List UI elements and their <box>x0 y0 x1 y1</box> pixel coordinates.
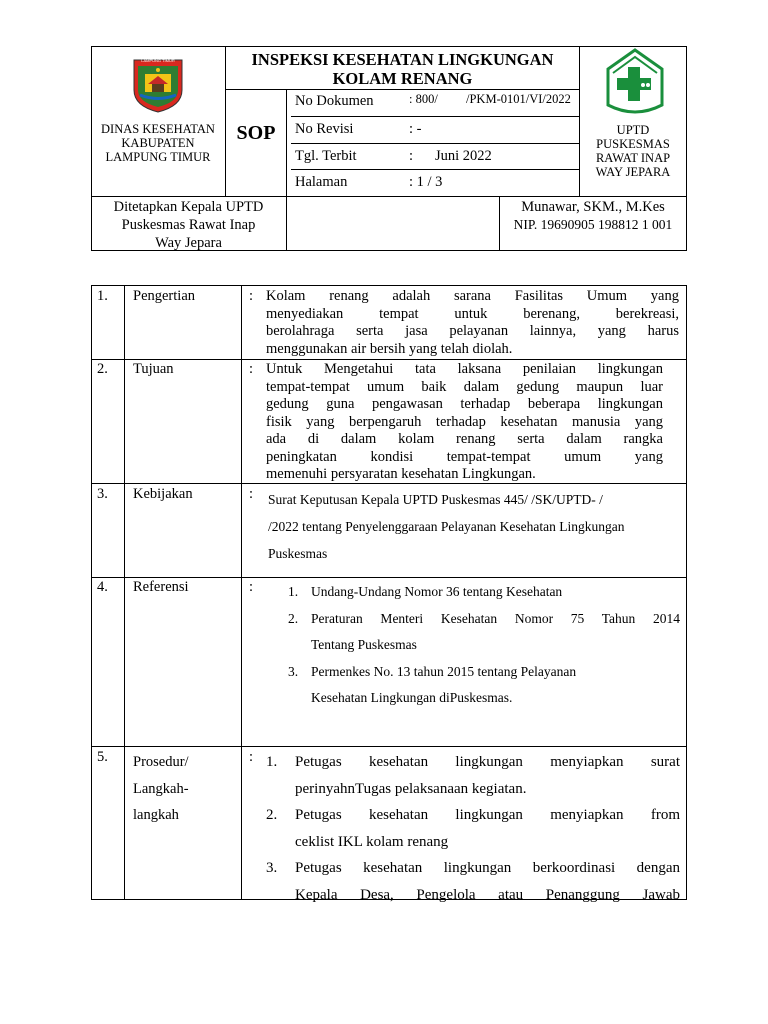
puskesmas-logo <box>604 47 666 121</box>
section-text: Kolam renang adalah sarana Fasilitas Umum yang menyediakan tempat untuk berenang, berekreasi, berolahraga serta jasa pelayanan lainnya, yang harus menggunakan air bersih yang telah diolah. <box>266 288 679 357</box>
section-colon: : <box>249 288 254 304</box>
section-title: Pengertian <box>133 288 196 304</box>
list-item: 3. Permenkes No. 13 tahun 2015 tentang Pelayanan Kesehatan Lingkungan diPuskesmas. <box>288 663 577 705</box>
section-title: Tujuan <box>133 361 174 377</box>
section-number: 3. <box>97 486 108 502</box>
divider <box>91 359 687 360</box>
list-item: 2. Peraturan Menteri Kesehatan Nomor 75 Tahun 2014 Tentang Puskesmas <box>288 610 680 652</box>
section-number: 5. <box>97 749 108 765</box>
section-title: Kebijakan <box>133 486 193 502</box>
list-item: 3. Petugas kesehatan lingkungan berkoordinasi dengan Kepala Desa, Pengelola atau Penanggung Jawab <box>266 860 680 903</box>
ditetapkan-text: Ditetapkan Kepala UPTD Puskesmas Rawat Inap Way Jepara <box>113 199 264 251</box>
section-number: 1. <box>97 288 108 304</box>
left-org-name: DINAS KESEHATAN KABUPATEN LAMPUNG TIMUR <box>101 122 215 164</box>
section-colon: : <box>249 361 254 377</box>
reference-list <box>288 579 680 712</box>
list-item: 1. Undang-Undang Nomor 36 tentang Kesehatan <box>288 584 563 599</box>
divider <box>286 89 287 196</box>
divider <box>91 746 687 747</box>
section-title: Prosedur/ Langkah- langkah <box>133 754 189 823</box>
field-row: Tgl. Terbit : Juni 2022 <box>291 144 580 170</box>
section-title: Referensi <box>133 579 189 595</box>
divider <box>241 285 242 900</box>
signer-info: Munawar, SKM., M.Kes NIP. 19690905 198812 1 001 <box>513 199 673 232</box>
section-text: Surat Keputusan Kepala UPTD Puskesmas 445/ /SK/UPTD- / /2022 tentang Penyelenggaraan Pelayanan Kesehatan Lingkungan Puskesmas <box>268 492 625 561</box>
section-colon: : <box>249 486 254 502</box>
divider <box>124 285 125 900</box>
list-item: 2. Petugas kesehatan lingkungan menyiapkan from ceklist IKL kolam renang <box>266 807 680 850</box>
procedure-list <box>266 749 680 908</box>
section-text: Untuk Mengetahui tata laksana penilaian lingkungan tempat-tempat umum baik dalam gedung maupun luar gedung guna pengawasan terhadap beberapa lingkungan fisik yang berpengaruh terhadap kesehatan manusia yang ada di dalam kolam renang serta dalam rangka peningkatan kondisi tempat-tempat umum yang memenuhi persyaratan kesehatan Lingkungan. <box>266 361 663 482</box>
section-colon: : <box>249 579 254 595</box>
district-logo <box>128 50 188 114</box>
section-colon: : <box>249 749 254 765</box>
right-org-name: UPTD PUSKESMAS RAWAT INAP WAY JEPARA <box>595 123 671 179</box>
section-number: 2. <box>97 361 108 377</box>
section-number: 4. <box>97 579 108 595</box>
field-row: Halaman : 1 / 3 <box>295 174 443 190</box>
field-row: No Revisi : - <box>291 117 580 144</box>
list-item: 1. Petugas kesehatan lingkungan menyiapkan surat perinyahnTugas pelaksanaan kegiatan. <box>266 754 680 797</box>
divider <box>286 196 287 251</box>
logo-banner: LAMPUNG TIMUR <box>141 58 175 63</box>
divider <box>91 196 687 197</box>
document-title: INSPEKSI KESEHATAN LINGKUNGAN KOLAM RENANG <box>251 50 554 88</box>
field-row: No Dokumen : 800/ /PKM-0101/VI/2022 <box>291 89 580 117</box>
divider <box>91 577 687 578</box>
sop-label: SOP <box>236 121 276 144</box>
